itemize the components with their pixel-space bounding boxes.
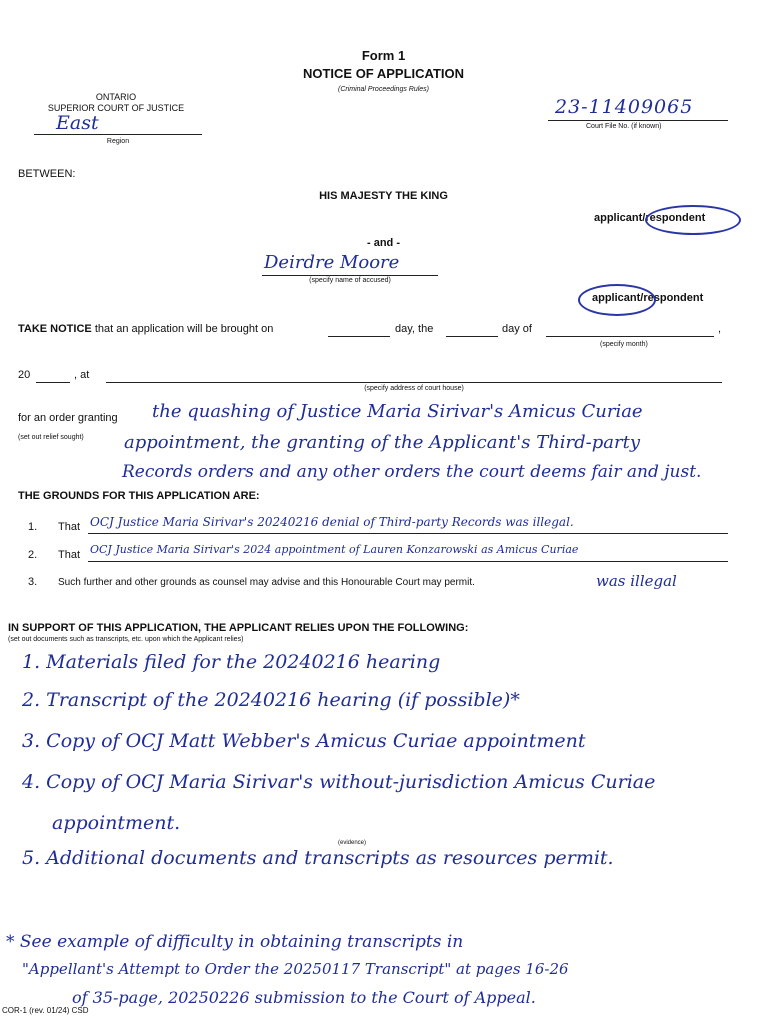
- day-blank[interactable]: [328, 336, 390, 337]
- order-relief-line-2[interactable]: appointment, the granting of the Applicant's Third-party: [124, 432, 641, 453]
- support-item-5[interactable]: 5. Additional documents and transcripts as resources permit.: [22, 847, 614, 869]
- month-hint: (specify month): [600, 341, 648, 348]
- month-blank[interactable]: [546, 336, 714, 337]
- at-label: , at: [74, 369, 90, 381]
- ground-2-line: [88, 561, 728, 562]
- court-file-number[interactable]: 23-11409065: [555, 96, 694, 118]
- footnote-line-3[interactable]: of 35-page, 20250226 submission to the Court of Appeal.: [72, 988, 536, 1007]
- accused-role: applicant/respondent: [592, 292, 704, 304]
- support-hint: (set out documents such as transcripts, etc. upon which the Applicant relies): [8, 636, 244, 643]
- between-label: BETWEEN:: [18, 168, 76, 180]
- and-separator: - and -: [367, 237, 400, 249]
- ground-1-text[interactable]: OCJ Justice Maria Sirivar's 20240216 denial of Third-party Records was illegal.: [90, 515, 574, 529]
- court-file-line: [548, 120, 728, 121]
- ground-1-prefix: That: [58, 521, 81, 533]
- accused-hint: (specify name of accused): [309, 277, 391, 284]
- support-item-4-continuation[interactable]: appointment.: [52, 812, 181, 834]
- rules-reference: (Criminal Proceedings Rules): [337, 86, 430, 93]
- support-item-1[interactable]: 1. Materials filed for the 20240216 hearing: [22, 651, 441, 673]
- ground-2-prefix: That: [58, 549, 81, 561]
- court-province: ONTARIO: [95, 92, 137, 102]
- accused-line: [262, 275, 438, 276]
- evidence-label: (evidence): [338, 840, 367, 846]
- day-of-blank[interactable]: [446, 336, 498, 337]
- address-blank[interactable]: [106, 382, 722, 383]
- order-relief-line-3[interactable]: Records orders and any other orders the court deems fair and just.: [122, 462, 702, 482]
- form-number: Form 1: [361, 48, 406, 63]
- take-notice-text: that an application will be brought on: [94, 323, 274, 335]
- month-comma: ,: [718, 323, 722, 335]
- order-label: for an order granting: [18, 412, 118, 424]
- footnote-line-1[interactable]: * See example of difficulty in obtaining transcripts in: [6, 932, 464, 952]
- ground-1-number: 1.: [28, 521, 38, 533]
- order-hint: (set out relief sought): [18, 434, 84, 441]
- form-title: NOTICE OF APPLICATION: [302, 66, 465, 81]
- form-code: COR-1 (rev. 01/24) CSD: [2, 1006, 89, 1015]
- crown-party: HIS MAJESTY THE KING: [319, 190, 448, 202]
- footnote-line-2[interactable]: "Appellant's Attempt to Order the 20250117 Transcript" at pages 16-26: [22, 960, 569, 978]
- region-label: Region: [106, 138, 130, 145]
- ground-3-text: Such further and other grounds as counsel may advise and this Honourable Court may permit.: [58, 577, 475, 588]
- crown-role: applicant/respondent: [594, 212, 706, 224]
- accused-name[interactable]: Deirdre Moore: [264, 252, 400, 273]
- take-notice-line: [18, 323, 273, 335]
- applicant-circle: [578, 284, 656, 316]
- support-item-4[interactable]: 4. Copy of OCJ Maria Sirivar's without-jurisdiction Amicus Curiae: [22, 771, 656, 793]
- support-heading: IN SUPPORT OF THIS APPLICATION, THE APPLICANT RELIES UPON THE FOLLOWING:: [8, 622, 469, 634]
- year-blank[interactable]: [36, 382, 70, 383]
- region-line: [34, 134, 202, 135]
- year-prefix: 20: [18, 369, 31, 381]
- grounds-heading: THE GROUNDS FOR THIS APPLICATION ARE:: [18, 490, 260, 502]
- address-hint: (specify address of court house): [364, 385, 464, 392]
- ground-2-number: 2.: [28, 549, 38, 561]
- court-name: SUPERIOR COURT OF JUSTICE: [47, 103, 185, 113]
- take-notice-bold: TAKE NOTICE: [18, 323, 92, 335]
- ground-2-text[interactable]: OCJ Justice Maria Sirivar's 2024 appointment of Lauren Konzarowski as Amicus Curiae: [90, 543, 579, 556]
- support-item-3[interactable]: 3. Copy of OCJ Matt Webber's Amicus Curiae appointment: [22, 730, 586, 752]
- day-the-label: day, the: [395, 323, 434, 335]
- ground-1-line: [88, 533, 728, 534]
- ground-3-number: 3.: [28, 576, 38, 588]
- support-item-2[interactable]: 2. Transcript of the 20240216 hearing (if possible)*: [22, 689, 520, 711]
- region-value[interactable]: East: [56, 112, 99, 134]
- order-relief-line-1[interactable]: the quashing of Justice Maria Sirivar's Amicus Curiae: [152, 401, 643, 422]
- ground-2-continuation[interactable]: was illegal: [596, 572, 677, 590]
- court-file-label: Court File No. (if known): [586, 123, 662, 130]
- day-of-label: day of: [502, 323, 532, 335]
- respondent-circle: [645, 205, 741, 235]
